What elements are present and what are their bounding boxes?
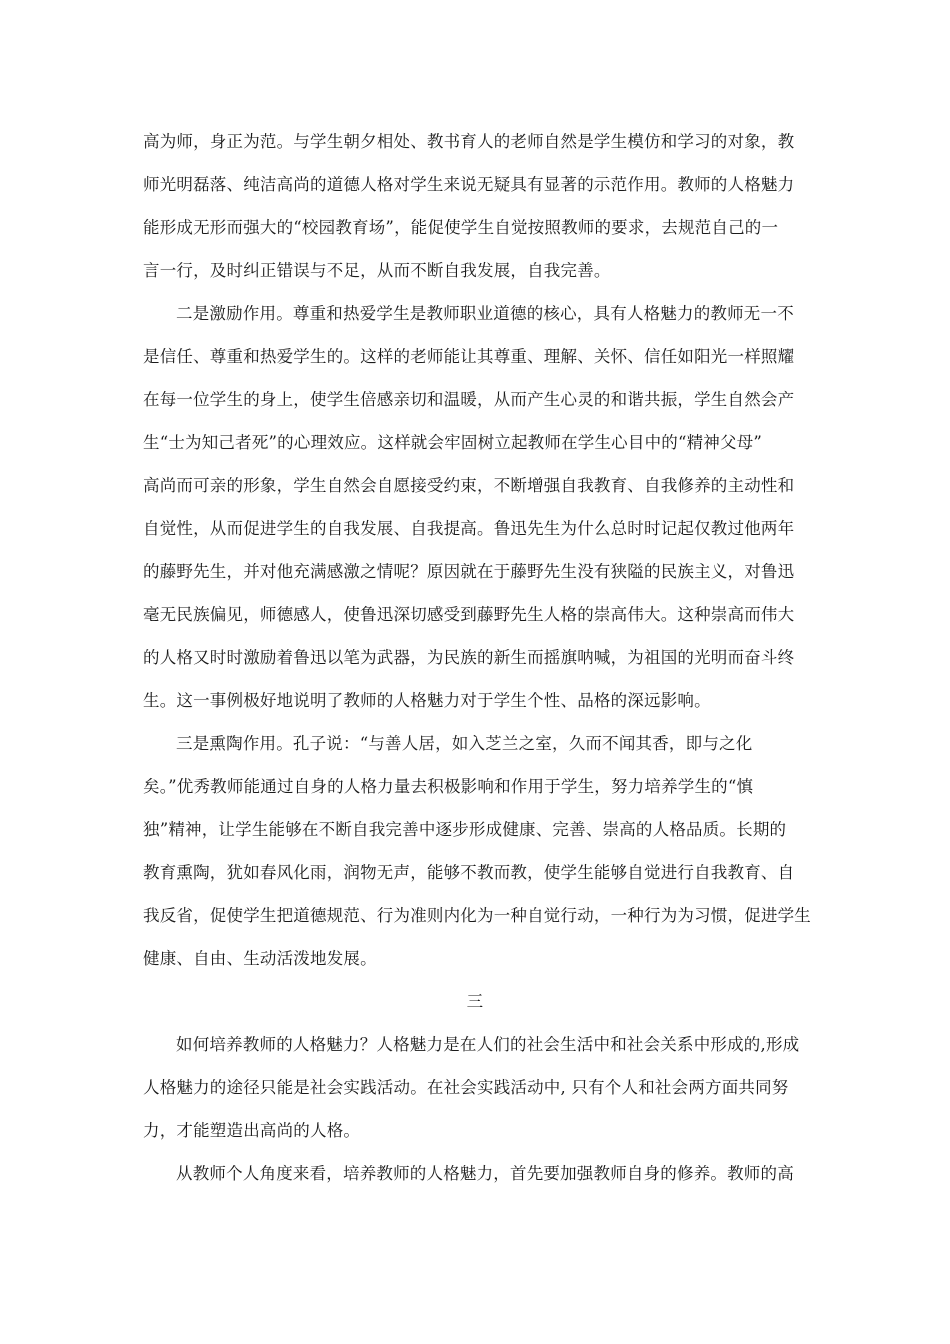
- section-heading: 三: [466, 992, 484, 1011]
- paragraph-line: 二是激励作用。尊重和热爱学生是教师职业道德的核心，具有人格魅力的教师无一不: [176, 304, 794, 323]
- paragraph-line: 矣。”优秀教师能通过自身的人格力量去积极影响和作用于学生，努力培养学生的“慎: [143, 777, 754, 796]
- paragraph-line: 教育熏陶，犹如春风化雨，润物无声，能够不教而教，使学生能够自觉进行自我教育、自: [143, 863, 795, 882]
- paragraph-line: 能形成无形而强大的“校园教育场”，能促使学生自觉按照教师的要求，去规范自己的一: [143, 218, 779, 237]
- paragraph-line: 人格魅力的途径只能是社会实践活动。在社会实践活动中, 只有个人和社会两方面共同努: [143, 1078, 789, 1097]
- paragraph-line: 我反省，促使学生把道德规范、行为准则内化为一种自觉行动，一种行为为习惯，促进学生: [143, 906, 811, 925]
- paragraph-line: 在每一位学生的身上，使学生倍感亲切和温暖，从而产生心灵的和谐共振，学生自然会产: [143, 390, 795, 409]
- paragraph-line: 独”精神，让学生能够在不断自我完善中逐步形成健康、完善、崇高的人格品质。长期的: [143, 820, 787, 839]
- paragraph-line: 力，才能塑造出高尚的人格。: [143, 1121, 361, 1140]
- paragraph-line: 生。这一事例极好地说明了教师的人格魅力对于学生个性、品格的深远影响。: [143, 691, 711, 710]
- paragraph-line: 生“士为知己者死”的心理效应。这样就会牢固树立起教师在学生心目中的“精神父母”: [143, 433, 763, 452]
- paragraph-line: 从教师个人角度来看，培养教师的人格魅力，首先要加强教师自身的修养。教师的高: [176, 1164, 794, 1183]
- paragraph-line: 毫无民族偏见，师德感人，使鲁迅深切感受到藤野先生人格的崇高伟大。这种崇高而伟大: [143, 605, 795, 624]
- paragraph-line: 健康、自由、生动活泼地发展。: [143, 949, 377, 968]
- paragraph-line: 自觉性，从而促进学生的自我发展、自我提高。鲁迅先生为什么总时时记起仅教过他两年: [143, 519, 795, 538]
- paragraph-line: 高为师，身正为范。与学生朝夕相处、教书育人的老师自然是学生模仿和学习的对象，教: [143, 132, 795, 151]
- paragraph-line: 的人格又时时激励着鲁迅以笔为武器，为民族的新生而摇旗呐喊，为祖国的光明而奋斗终: [143, 648, 795, 667]
- paragraph-line: 师光明磊落、纯洁高尚的道德人格对学生来说无疑具有显著的示范作用。教师的人格魅力: [143, 175, 795, 194]
- paragraph-line: 言一行，及时纠正错误与不足，从而不断自我发展，自我完善。: [143, 261, 611, 280]
- paragraph-line: 高尚而可亲的形象，学生自然会自愿接受约束，不断增强自我教育、自我修养的主动性和: [143, 476, 795, 495]
- paragraph-line: 如何培养教师的人格魅力？人格魅力是在人们的社会生活中和社会关系中形成的,形成: [176, 1035, 800, 1054]
- paragraph-line: 三是熏陶作用。孔子说：“与善人居，如入芝兰之室，久而不闻其香，即与之化: [176, 734, 753, 753]
- paragraph-line: 的藤野先生，并对他充满感激之情呢？原因就在于藤野先生没有狭隘的民族主义，对鲁迅: [143, 562, 795, 581]
- paragraph-line: 是信任、尊重和热爱学生的。这样的老师能让其尊重、理解、关怀、信任如阳光一样照耀: [143, 347, 795, 366]
